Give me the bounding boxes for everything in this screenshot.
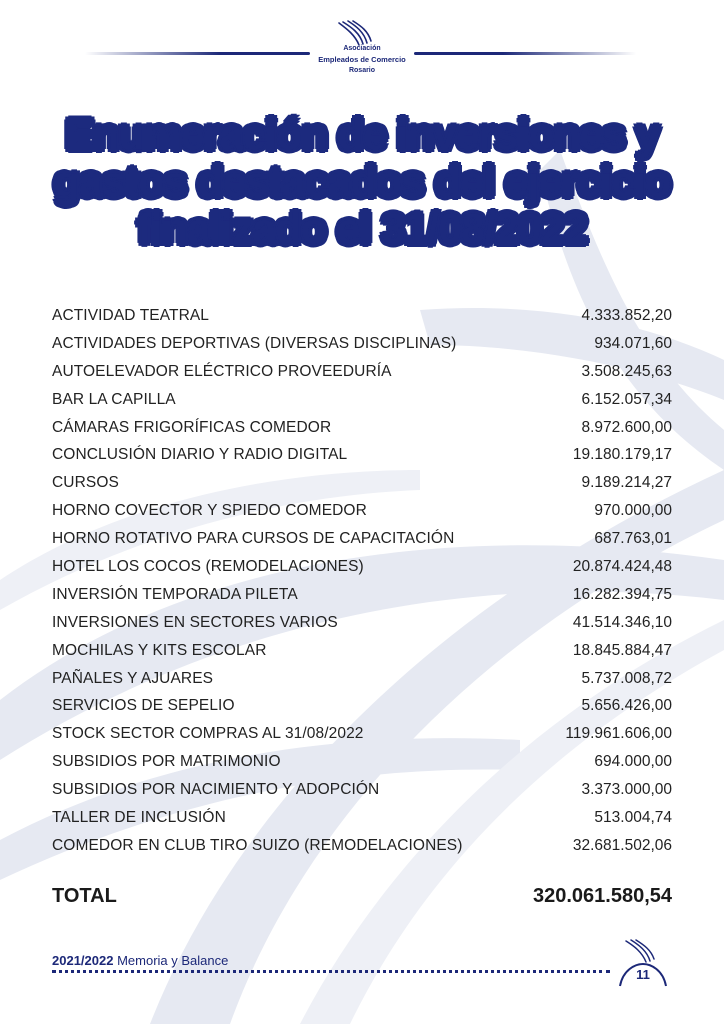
title-line-3: finalizado el 31/08/2022: [137, 205, 587, 253]
item-amount: 19.180.179,17: [572, 446, 672, 464]
organization-logo-text: [300, 43, 424, 76]
total-row: [52, 885, 672, 908]
list-item: [52, 386, 672, 414]
footer-caption: [52, 953, 228, 968]
list-item: [52, 525, 672, 553]
header-rule-right: [414, 52, 636, 55]
item-amount: 3.373.000,00: [581, 781, 672, 799]
item-amount: 687.763,01: [594, 530, 672, 548]
item-name: COMEDOR EN CLUB TIRO SUIZO (REMODELACIONES): [52, 836, 463, 854]
footer-year: 2021/2022: [52, 953, 114, 968]
footer-dotted-rule: [52, 970, 610, 973]
item-amount: 4.333.852,20: [581, 306, 672, 324]
item-amount: 934.071,60: [594, 334, 672, 352]
page-title: [30, 112, 694, 253]
org-name-line3: Rosario: [348, 67, 376, 74]
list-item: [52, 497, 672, 525]
list-item: [52, 441, 672, 469]
item-name: HORNO ROTATIVO PARA CURSOS DE CAPACITACIÓN: [52, 530, 455, 548]
item-name: PAÑALES Y AJUARES: [52, 669, 214, 687]
item-name: SUBSIDIOS POR MATRIMONIO: [52, 753, 281, 771]
footer-title: Memoria y Balance: [117, 953, 229, 968]
item-name: BAR LA CAPILLA: [52, 390, 176, 408]
item-name: CONCLUSIÓN DIARIO Y RADIO DIGITAL: [52, 446, 348, 464]
item-amount: 694.000,00: [594, 753, 672, 771]
list-item: [52, 804, 672, 832]
item-amount: 16.282.394,75: [572, 585, 672, 603]
item-name: INVERSIONES EN SECTORES VARIOS: [52, 613, 338, 631]
item-name: SERVICIOS DE SEPELIO: [52, 697, 235, 715]
item-amount: 5.656.426,00: [581, 697, 672, 715]
total-label: TOTAL: [52, 885, 117, 907]
item-amount: 32.681.502,06: [572, 836, 672, 854]
item-name: ACTIVIDAD TEATRAL: [52, 306, 210, 324]
list-item: [52, 330, 672, 358]
list-item: [52, 302, 672, 330]
item-name: STOCK SECTOR COMPRAS AL 31/08/2022: [52, 725, 364, 743]
item-amount: 119.961.606,00: [565, 725, 672, 743]
list-item: [52, 776, 672, 804]
title-line-2: gastos destacados del ejercicio: [53, 158, 671, 206]
item-amount: 41.514.346,10: [572, 613, 672, 631]
item-name: TALLER DE INCLUSIÓN: [52, 808, 226, 826]
total-value: 320.061.580,54: [532, 885, 672, 907]
item-amount: 5.737.008,72: [581, 669, 672, 687]
item-name: CÁMARAS FRIGORÍFICAS COMEDOR: [52, 418, 332, 436]
header-rule-left: [85, 52, 310, 55]
item-name: CURSOS: [52, 474, 119, 492]
item-amount: 970.000,00: [594, 502, 672, 520]
list-item: [52, 748, 672, 776]
item-name: AUTOELEVADOR ELÉCTRICO PROVEEDURÍA: [52, 362, 392, 380]
list-item: [52, 692, 672, 720]
item-name: MOCHILAS Y KITS ESCOLAR: [52, 641, 267, 659]
item-amount: 8.972.600,00: [581, 418, 672, 436]
list-item: [52, 832, 672, 860]
page-number: 11: [636, 967, 650, 982]
title-line-1: Enumeración de inversiones y: [65, 111, 659, 159]
org-name-line1: Asociación: [343, 45, 381, 52]
item-name: HORNO COVECTOR Y SPIEDO COMEDOR: [52, 502, 367, 520]
item-amount: 513.004,74: [594, 808, 672, 826]
list-item: [52, 469, 672, 497]
item-name: INVERSIÓN TEMPORADA PILETA: [52, 585, 298, 603]
item-amount: 6.152.057,34: [581, 390, 672, 408]
list-item: [52, 553, 672, 581]
item-amount: 18.845.884,47: [572, 641, 672, 659]
list-item: [52, 609, 672, 637]
item-amount: 9.189.214,27: [581, 474, 672, 492]
list-item: [52, 414, 672, 442]
list-item: [52, 581, 672, 609]
org-name-line2: Empleados de Comercio: [318, 55, 406, 64]
item-amount: 20.874.424,48: [572, 557, 672, 575]
item-name: ACTIVIDADES DEPORTIVAS (DIVERSAS DISCIPLINAS): [52, 334, 457, 352]
item-name: HOTEL LOS COCOS (REMODELACIONES): [52, 557, 364, 575]
list-item: [52, 665, 672, 693]
list-item: [52, 358, 672, 386]
list-item: [52, 637, 672, 665]
list-item: [52, 720, 672, 748]
item-name: SUBSIDIOS POR NACIMIENTO Y ADOPCIÓN: [52, 781, 380, 799]
investment-list: [52, 302, 672, 860]
item-amount: 3.508.245,63: [581, 362, 672, 380]
